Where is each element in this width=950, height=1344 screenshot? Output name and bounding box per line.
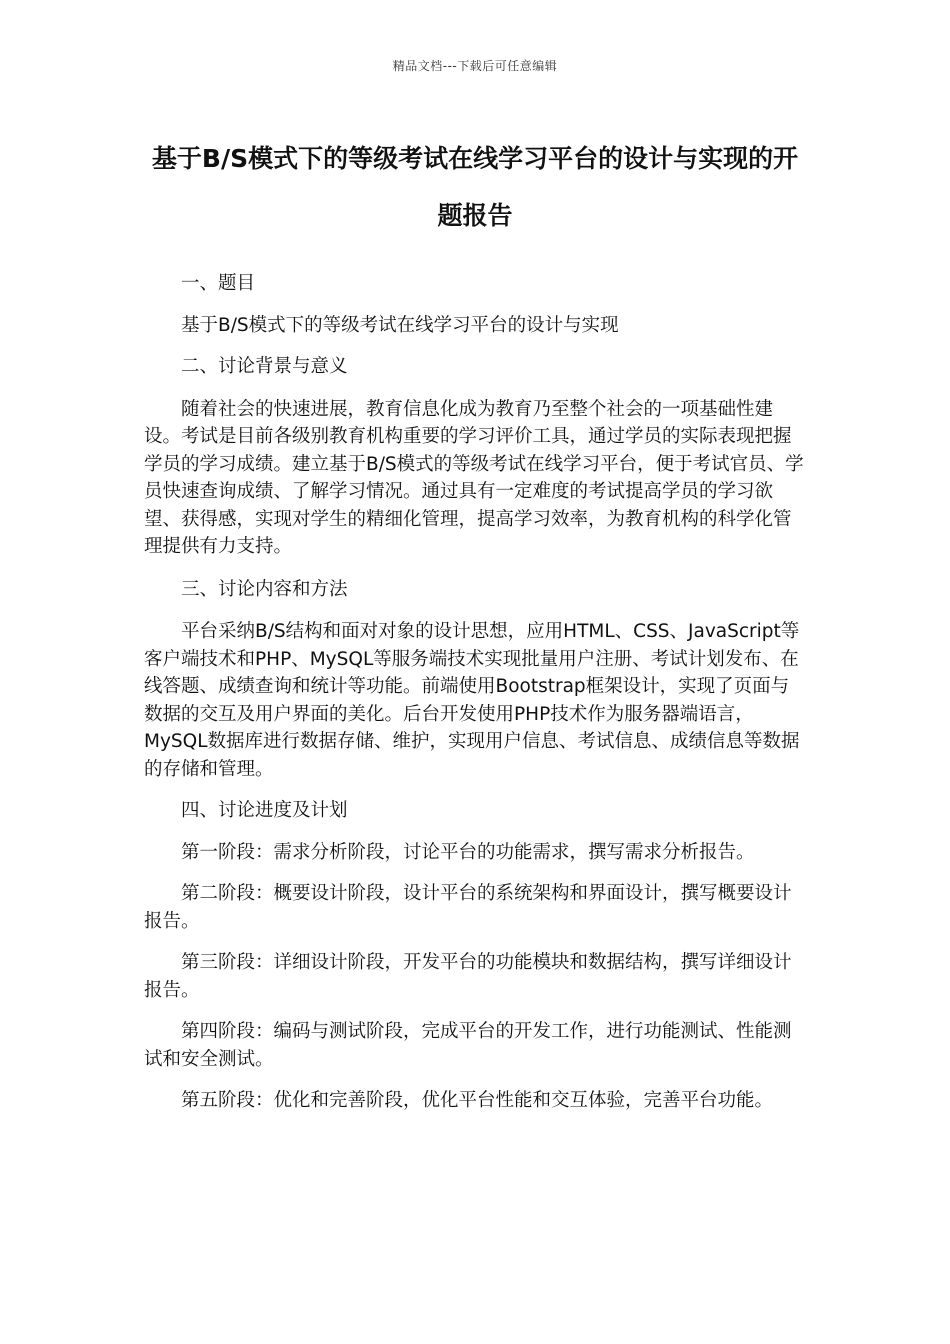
section4-heading: 四、讨论进度及计划 [181, 800, 348, 821]
stage4-paragraph: 第四阶段：编码与测试阶段，完成平台的开发工作，进行功能测试、性能测试和安全测试。 [144, 1021, 792, 1070]
section3-paragraph: 平台采纳B/S结构和面对对象的设计思想，应用HTML、CSS、JavaScript等客户端技术和PHP、MySQL等服务端技术实现批量用户注册、考试计划发布、在线答题、成绩查询和统计等功能。前端使用Bootstrap框架设计，实现了页面与数据的交互及用户界面的美化。后台开发使用PHP技术作为服务器端语言，MySQL数据库进行数据存储、维护，实现用户信息、考试信息、成绩信息等数据的存储和管理。 [144, 621, 800, 780]
section2-heading: 二、讨论背景与意义 [181, 356, 348, 377]
section2-paragraph: 随着社会的快速进展，教育信息化成为教育乃至整个社会的一项基础性建设。考试是目前各级别教育机构重要的学习评价工具，通过学员的实际表现把握学员的学习成绩。建立基于B/S模式的等级考试在线学习平台，便于考试官员、学员快速查询成绩、了解学习情况。通过具有一定难度的考试提高学员的学习欲望、获得感，实现对学生的精细化管理，提高学习效率，为教育机构的科学化管理提供有力支持。 [144, 398, 804, 557]
document-title: 基于B/S模式下的等级考试在线学习平台的设计与实现的开题报告 [151, 144, 799, 230]
stage1-paragraph: 第一阶段：需求分析阶段，讨论平台的功能需求，撰写需求分析报告。 [181, 841, 755, 863]
document-body [144, 270, 806, 1115]
section1-heading: 一、题目 [181, 273, 256, 294]
stage5-paragraph: 第五阶段：优化和完善阶段，优化平台性能和交互体验，完善平台功能。 [181, 1090, 774, 1111]
stage2-paragraph: 第二阶段：概要设计阶段，设计平台的系统架构和界面设计，撰写概要设计报告。 [144, 883, 792, 932]
stage3-paragraph: 第三阶段：详细设计阶段，开发平台的功能模块和数据结构，撰写详细设计报告。 [144, 952, 792, 1001]
header-note: 精品文档---下载后可任意编辑 [392, 59, 558, 73]
section3-heading: 三、讨论内容和方法 [181, 578, 348, 600]
section1-text: 基于B/S模式下的等级考试在线学习平台的设计与实现 [181, 314, 619, 336]
